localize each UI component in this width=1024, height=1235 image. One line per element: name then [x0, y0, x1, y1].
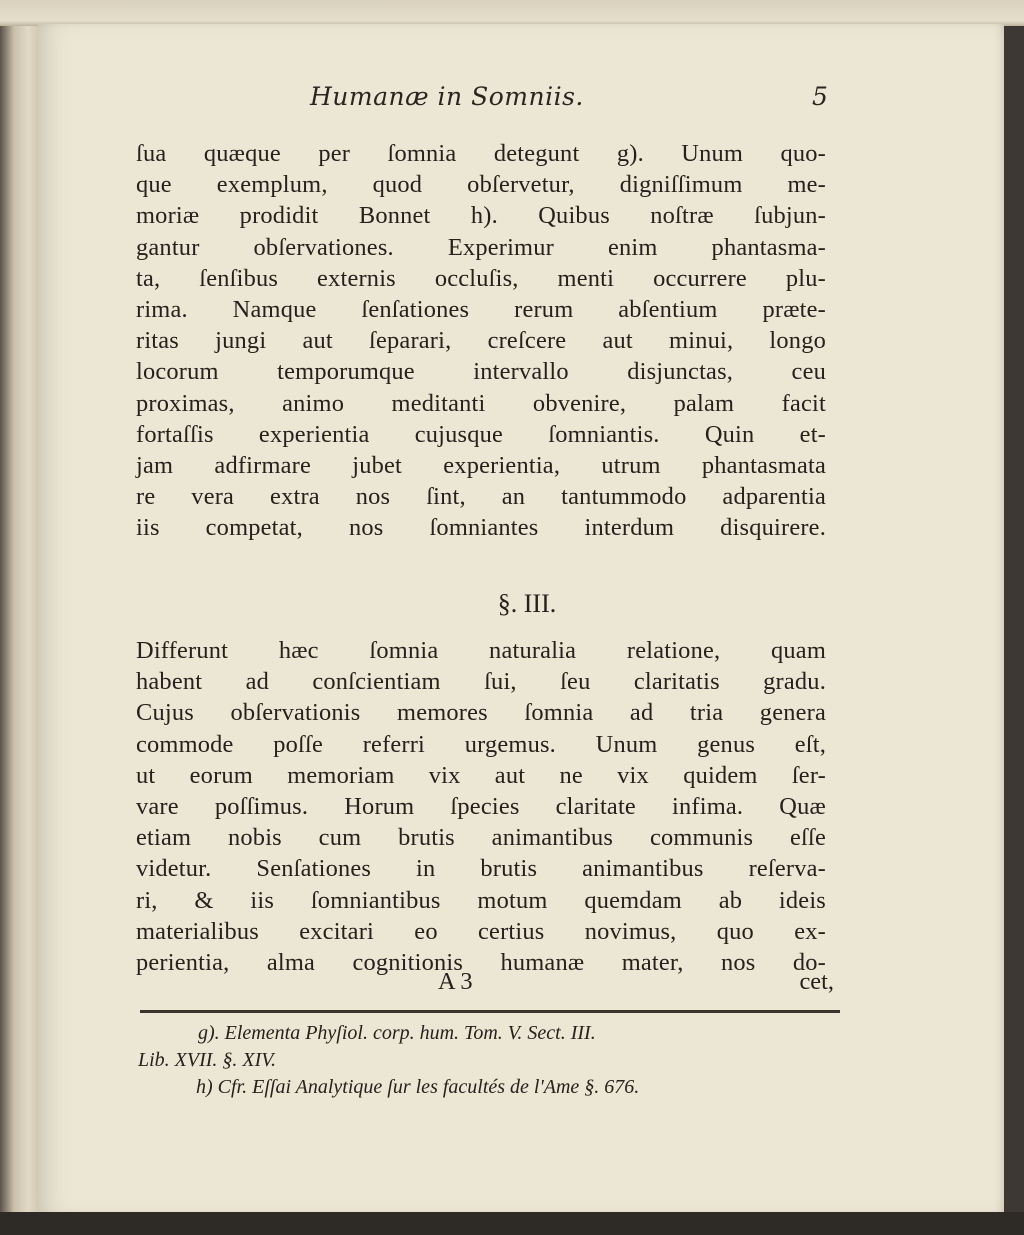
text-line: moriæ prodidit Bonnet h). Quibus noſtræ ſubjun-: [136, 202, 826, 230]
footnote-line: g). Elementa Phyſiol. corp. hum. Tom. V. Sect. III.: [198, 1022, 596, 1044]
running-head: Humanæ in Somniis.: [310, 82, 584, 111]
footnote-line: Lib. XVII. §. XIV.: [138, 1049, 276, 1071]
catchword: cet,: [799, 968, 834, 995]
footnotes: [138, 1020, 838, 1101]
text-line: etiam nobis cum brutis animantibus communis eſſe: [136, 824, 826, 852]
page-top-edge: [0, 0, 1024, 26]
text-line: re vera extra nos ſint, an tantummodo adparentia: [136, 483, 826, 511]
text-line: perientia, alma cognitionis humanæ mater, nos do-: [136, 949, 826, 977]
text-line: ut eorum memoriam vix aut ne vix quidem ſer-: [136, 761, 826, 789]
section-heading: §. III.: [497, 589, 557, 618]
text-line: videtur. Senſationes in brutis animantibus reſerva-: [136, 855, 826, 883]
text-line: vare poſſimus. Horum ſpecies claritate infima. Quæ: [136, 793, 826, 821]
text-line: locorum temporumque intervallo disjunctas, ceu: [136, 358, 826, 386]
page-bottom-shadow: [0, 1212, 1024, 1235]
text-line: jam adfirmare jubet experientia, utrum phantasmata: [136, 452, 826, 480]
page-number: 5: [812, 82, 828, 111]
text-line: Cujus obſervationis memores ſomnia ad tria genera: [136, 699, 826, 727]
text-line: materialibus excitari eo certius novimus, quo ex-: [136, 917, 826, 945]
text-line: ri, & iis ſomniantibus motum quemdam ab ideis: [136, 886, 826, 914]
text-line: ſua quæque per ſomnia detegunt g). Unum quo-: [136, 140, 826, 167]
text-line: Differunt hæc ſomnia naturalia relatione, quam: [136, 637, 826, 664]
text-line: ta, ſenſibus externis occluſis, menti occurrere plu-: [136, 264, 826, 292]
footnote-line: h) Cfr. Eſſai Analytique ſur les facultés de l'Ame §. 676.: [196, 1076, 640, 1098]
signature-mark: A 3: [438, 968, 473, 995]
paragraph-2: [136, 635, 826, 978]
text-line: rima. Namque ſenſationes rerum abſentium præte-: [136, 296, 826, 324]
text-line: commode poſſe referri urgemus. Unum genus eſt,: [136, 730, 826, 758]
text-line: gantur obſervationes. Experimur enim phantasma-: [136, 233, 826, 261]
text-line: que exemplum, quod obſervetur, digniſſimum me-: [136, 171, 826, 199]
text-line: proximas, animo meditanti obvenire, palam facit: [136, 389, 826, 417]
text-line: ritas jungi aut ſeparari, creſcere aut minui, longo: [136, 327, 826, 355]
text-line: habent ad conſcientiam ſui, ſeu claritatis gradu.: [136, 668, 826, 696]
footnote-rule: [140, 1010, 840, 1013]
text-line: iis competat, nos ſomniantes interdum disquirere.: [136, 514, 826, 542]
text-line: fortaſſis experientia cujusque ſomniantis. Quin et-: [136, 420, 826, 448]
paragraph-1: [136, 138, 826, 544]
